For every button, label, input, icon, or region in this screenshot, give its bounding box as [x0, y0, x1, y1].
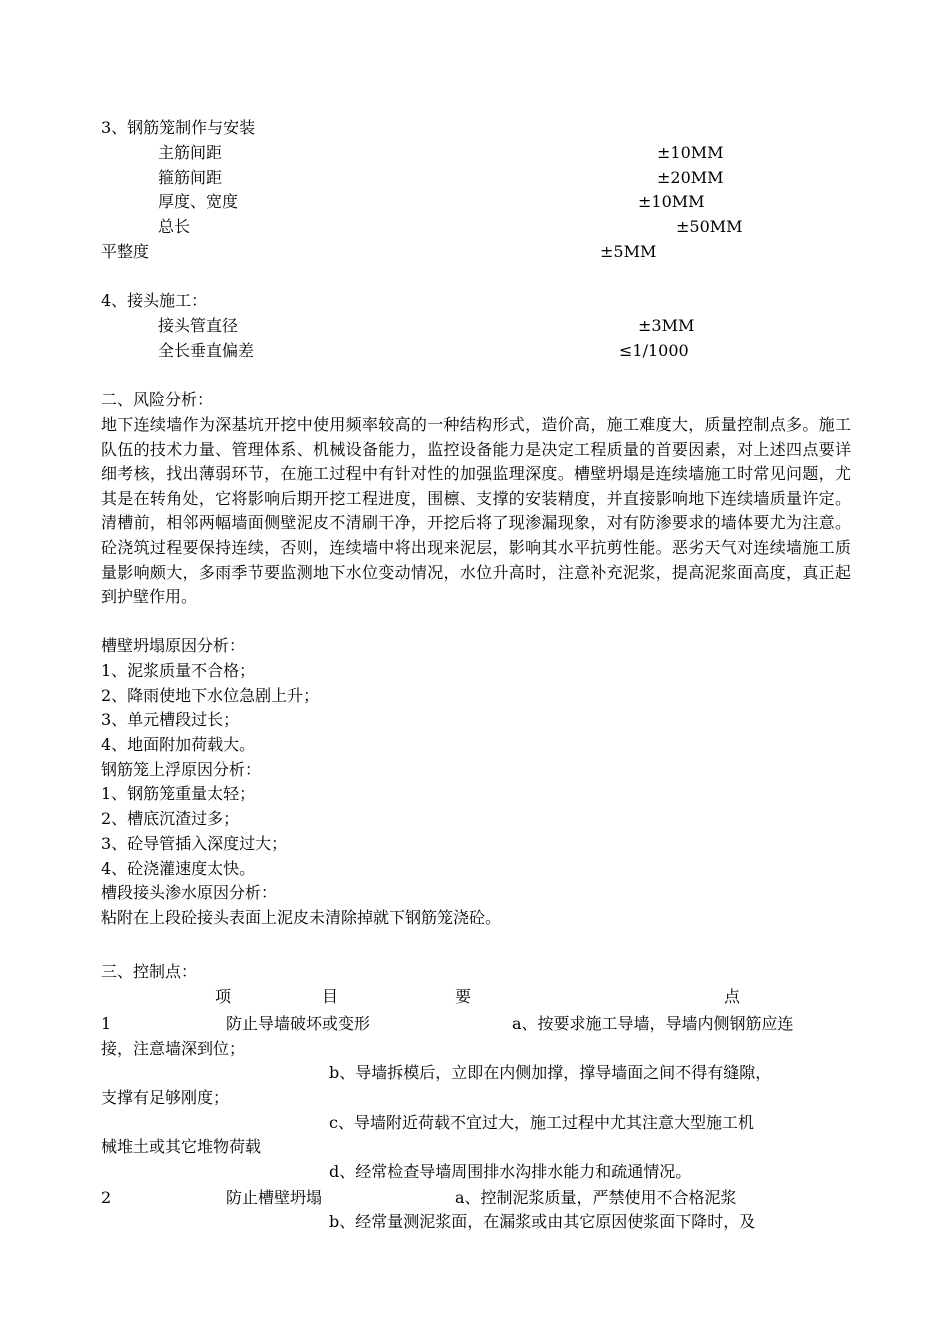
- spec-label: 全长垂直偏差: [158, 341, 255, 360]
- leak-title: 槽段接头渗水原因分析：: [101, 883, 278, 902]
- spec-value: ≤1/1000: [619, 341, 689, 360]
- control-point: b、经常量测泥浆面，在漏浆或由其它原因使浆面下降时，及: [329, 1212, 756, 1231]
- list-item: 1、钢筋笼重量太轻；: [101, 784, 256, 803]
- spec-label: 箍筋间距: [158, 168, 223, 187]
- list-item: 3、单元槽段过长；: [101, 710, 240, 729]
- list-item: 4、砼浇灌速度太快。: [101, 859, 256, 878]
- column-header: 点: [724, 987, 741, 1006]
- list-item: 4、地面附加荷载大。: [101, 735, 256, 754]
- column-header: 目: [322, 987, 339, 1006]
- control-number: 2: [101, 1188, 112, 1207]
- list-item: 2、槽底沉渣过多；: [101, 809, 240, 828]
- column-header: 要: [455, 987, 472, 1006]
- float-title: 钢筋笼上浮原因分析：: [101, 760, 262, 779]
- spec-value: ±50MM: [676, 217, 743, 236]
- spec-value: ±10MM: [638, 192, 705, 211]
- leak-text: 粘附在上段砼接头表面上泥皮未清除掉就下钢筋笼浇砼。: [101, 908, 502, 927]
- risk-paragraph: 地下连续墙作为深基坑开挖中使用频率较高的一种结构形式，造价高，施工难度大，质量控制点多。施工队伍的技术力量、管理体系、机械设备能力，监控设备能力是决定工程质量的首要因素，对上述四点要详细考核，找出薄弱环节，在施工过程中有针对性的加强监理深度。槽壁坍塌是连续墙施工时常见问题，尤其是在转角处，它将影响后期开挖工程进度，围檩、支撑的安装精度，并直接影响地下连续墙质量许定。清槽前，相邻两幅墙面侧壁泥皮不清刷干净，开挖后将了现渗漏现象，对有防渗要求的墙体要尤为注意。砼浇筑过程要保持连续，否则，连续墙中将出现来泥层，影响其水平抗剪性能。恶劣天气对连续墙施工质量影响颇大，多雨季节要监测地下水位变动情况，水位升高时，注意补充泥浆，提高泥浆面高度，真正起到护壁作用。: [101, 415, 851, 607]
- control-point-cont: 械堆土或其它堆物荷载: [101, 1137, 262, 1156]
- spec-value: ±3MM: [638, 316, 695, 335]
- control-point: c、导墙附近荷载不宜过大，施工过程中尤其注意大型施工机: [329, 1113, 754, 1132]
- list-item: 2、降雨使地下水位急剧上升；: [101, 686, 320, 705]
- section-4-title: 4、接头施工：: [101, 291, 208, 310]
- spec-label: 接头管直径: [158, 316, 239, 335]
- list-item: 1、泥浆质量不合格；: [101, 661, 256, 680]
- control-number: 1: [101, 1014, 112, 1033]
- spec-value: ±5MM: [600, 242, 657, 261]
- column-header: 项: [215, 987, 232, 1006]
- control-point: b、导墙拆模后，立即在内侧加撑，撑导墙面之间不得有缝隙，: [329, 1063, 772, 1082]
- spec-label: 厚度、宽度: [158, 192, 239, 211]
- control-point-cont: 支撑有足够刚度；: [101, 1088, 230, 1107]
- control-point-cont: 接，注意墙深到位；: [101, 1039, 246, 1058]
- list-item: 3、砼导管插入深度过大；: [101, 834, 288, 853]
- control-point: a、控制泥浆质量，严禁使用不合格泥浆: [455, 1188, 737, 1207]
- spec-label: 平整度: [101, 242, 150, 261]
- control-item: 防止导墙破坏或变形: [226, 1014, 371, 1033]
- control-heading: 三、控制点：: [101, 962, 198, 981]
- spec-value: ±10MM: [657, 143, 724, 162]
- collapse-title: 槽壁坍塌原因分析：: [101, 636, 246, 655]
- spec-label: 主筋间距: [158, 143, 223, 162]
- risk-heading: 二、风险分析：: [101, 390, 214, 409]
- control-point: a、按要求施工导墙，导墙内侧钢筋应连: [512, 1014, 794, 1033]
- section-3-title: 3、钢筋笼制作与安装: [101, 118, 256, 137]
- control-item: 防止槽壁坍塌: [226, 1188, 323, 1207]
- spec-label: 总长: [158, 217, 191, 236]
- spec-value: ±20MM: [657, 168, 724, 187]
- control-point: d、经常检查导墙周围排水沟排水能力和疏通情况。: [329, 1162, 692, 1181]
